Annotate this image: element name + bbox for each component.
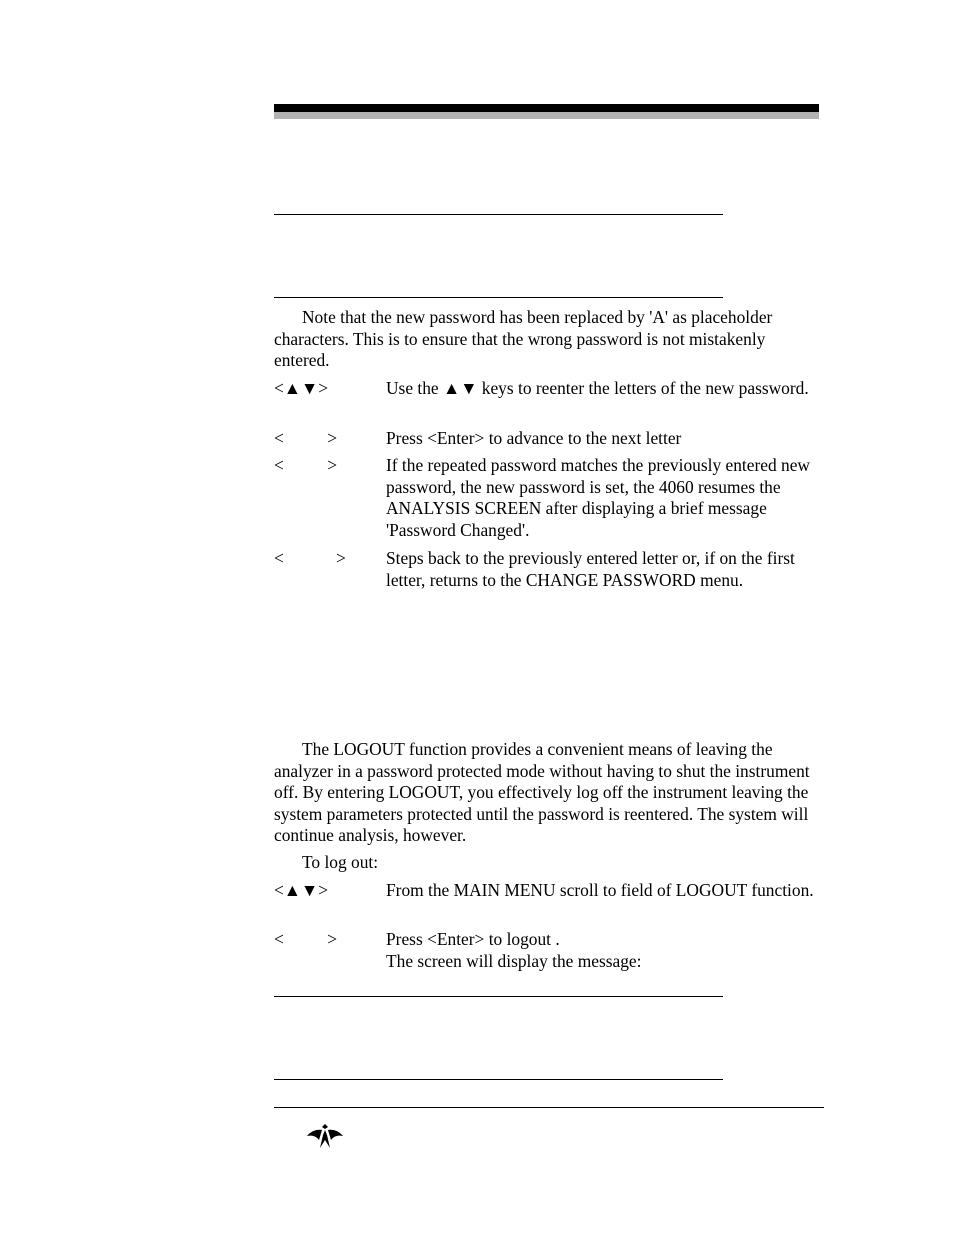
key-row bbox=[274, 548, 822, 592]
key-enter: < > bbox=[274, 929, 338, 949]
note-text: Note that the new password has been replaced by 'A' as placeholder characters. This is to ensure that the wrong password is not mistakenly entered. bbox=[274, 307, 773, 371]
display-box-top-rule bbox=[274, 996, 723, 997]
display-box-bottom-rule bbox=[274, 297, 723, 298]
key-row bbox=[274, 428, 822, 450]
key-escape: < > bbox=[274, 548, 346, 568]
key-row bbox=[274, 929, 822, 973]
key-row bbox=[274, 880, 822, 924]
display-box-bottom-rule bbox=[274, 1079, 723, 1080]
footer-rule bbox=[274, 1107, 824, 1108]
key-enter: < > bbox=[274, 428, 338, 448]
key-description: From the MAIN MENU scroll to field of LOGOUT function. bbox=[386, 880, 814, 900]
note-paragraph bbox=[274, 307, 822, 372]
key-arrows: <▲▼> bbox=[274, 378, 329, 398]
key-row bbox=[274, 378, 822, 422]
logout-intro-text: The LOGOUT function provides a convenient means of leaving the analyzer in a password protected mode without having to shut the instrument off. By entering LOGOUT, you effectively log off the instrument leaving the system parameters protected until the password is reentered. The system will continue analysis, however. bbox=[274, 739, 810, 846]
key-enter: < > bbox=[274, 455, 338, 475]
display-box-top-rule bbox=[274, 214, 723, 215]
key-row bbox=[274, 455, 822, 543]
key-description: Press <Enter> to advance to the next letter bbox=[386, 428, 682, 448]
to-log-out-text: To log out: bbox=[302, 852, 379, 872]
key-description bbox=[386, 929, 822, 972]
key-description: If the repeated password matches the previously entered new password, the new password is set, the 4060 resumes the ANALYSIS SCREEN after displaying a brief message 'Password Changed'. bbox=[386, 455, 810, 540]
key-description: Steps back to the previously entered letter or, if on the first letter, returns to the CHANGE PASSWORD menu. bbox=[386, 548, 795, 590]
header-bar-shadow bbox=[274, 112, 819, 119]
key-arrows: <▲▼> bbox=[274, 880, 329, 900]
teledyne-logo-icon bbox=[306, 1124, 344, 1148]
logout-intro-paragraph bbox=[274, 739, 822, 847]
to-log-out-paragraph bbox=[274, 852, 822, 874]
key-description-line: The screen will display the message: bbox=[386, 950, 642, 971]
key-description: Use the ▲▼ keys to reenter the letters of the new password. bbox=[386, 378, 809, 398]
header-bar bbox=[274, 104, 819, 112]
key-description-line: Press <Enter> to logout . bbox=[386, 929, 560, 949]
